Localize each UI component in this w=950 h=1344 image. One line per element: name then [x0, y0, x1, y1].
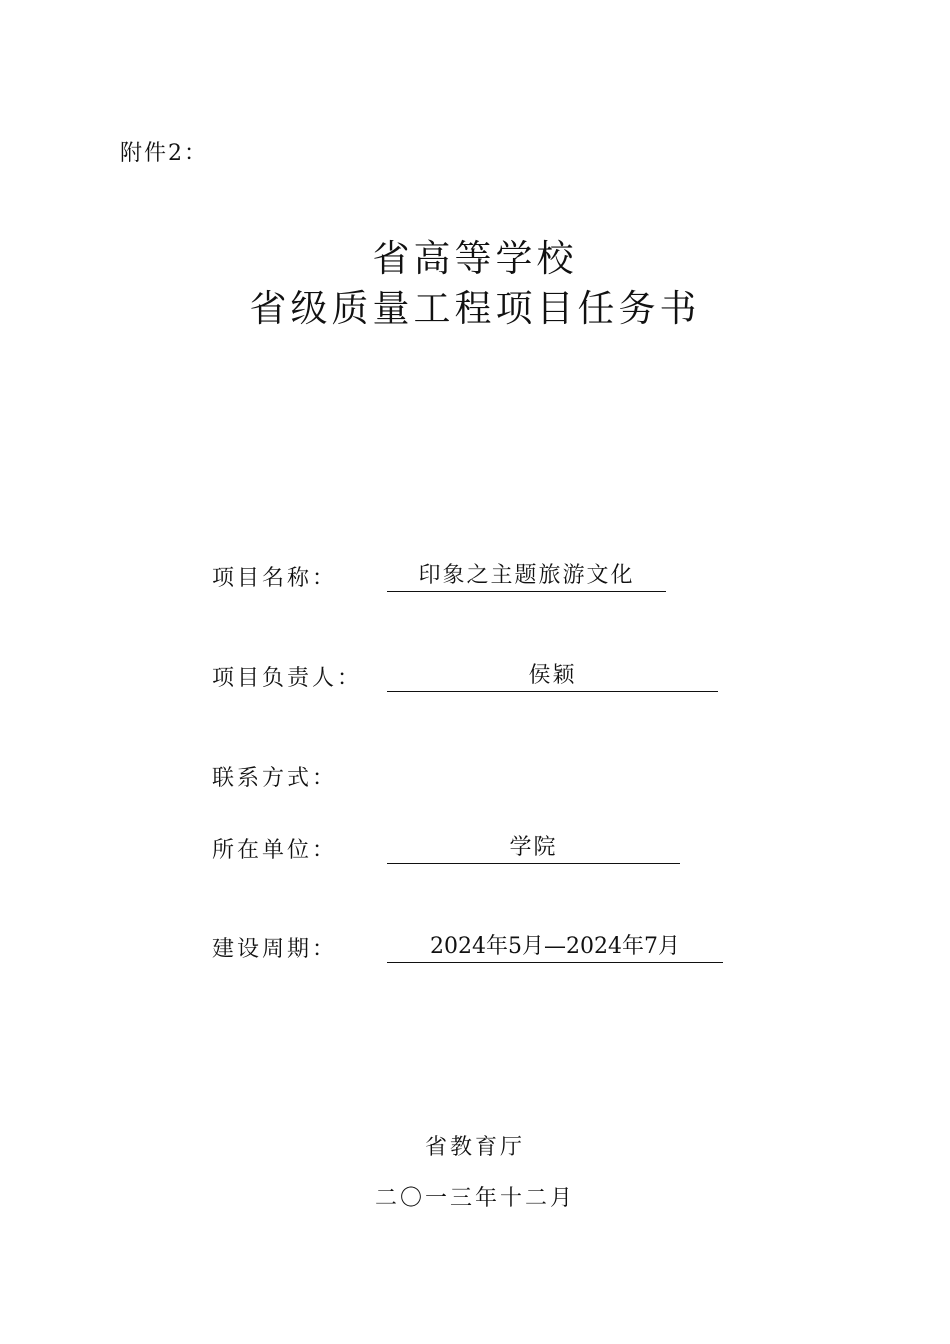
document-title-line-2: 省级质量工程项目任务书: [249, 287, 701, 330]
period-value: 2024年5月—2024年7月: [387, 932, 723, 963]
project-name-value: 印象之主题旅游文化: [387, 561, 666, 592]
unit-label: 所在单位：: [212, 838, 338, 863]
project-name-label: 项目名称：: [212, 566, 338, 591]
document-title-line-1: 省高等学校: [372, 237, 578, 280]
period-label: 建设周期：: [212, 937, 338, 962]
issue-date: 二〇一三年十二月: [374, 1186, 575, 1211]
project-leader-value: 侯颖: [387, 661, 718, 692]
unit-value: 学院: [387, 833, 680, 864]
contact-label: 联系方式：: [212, 766, 338, 791]
attachment-label: 附件2：: [120, 141, 208, 166]
issuer: 省教育厅: [424, 1135, 525, 1160]
project-leader-label: 项目负责人：: [212, 666, 363, 691]
